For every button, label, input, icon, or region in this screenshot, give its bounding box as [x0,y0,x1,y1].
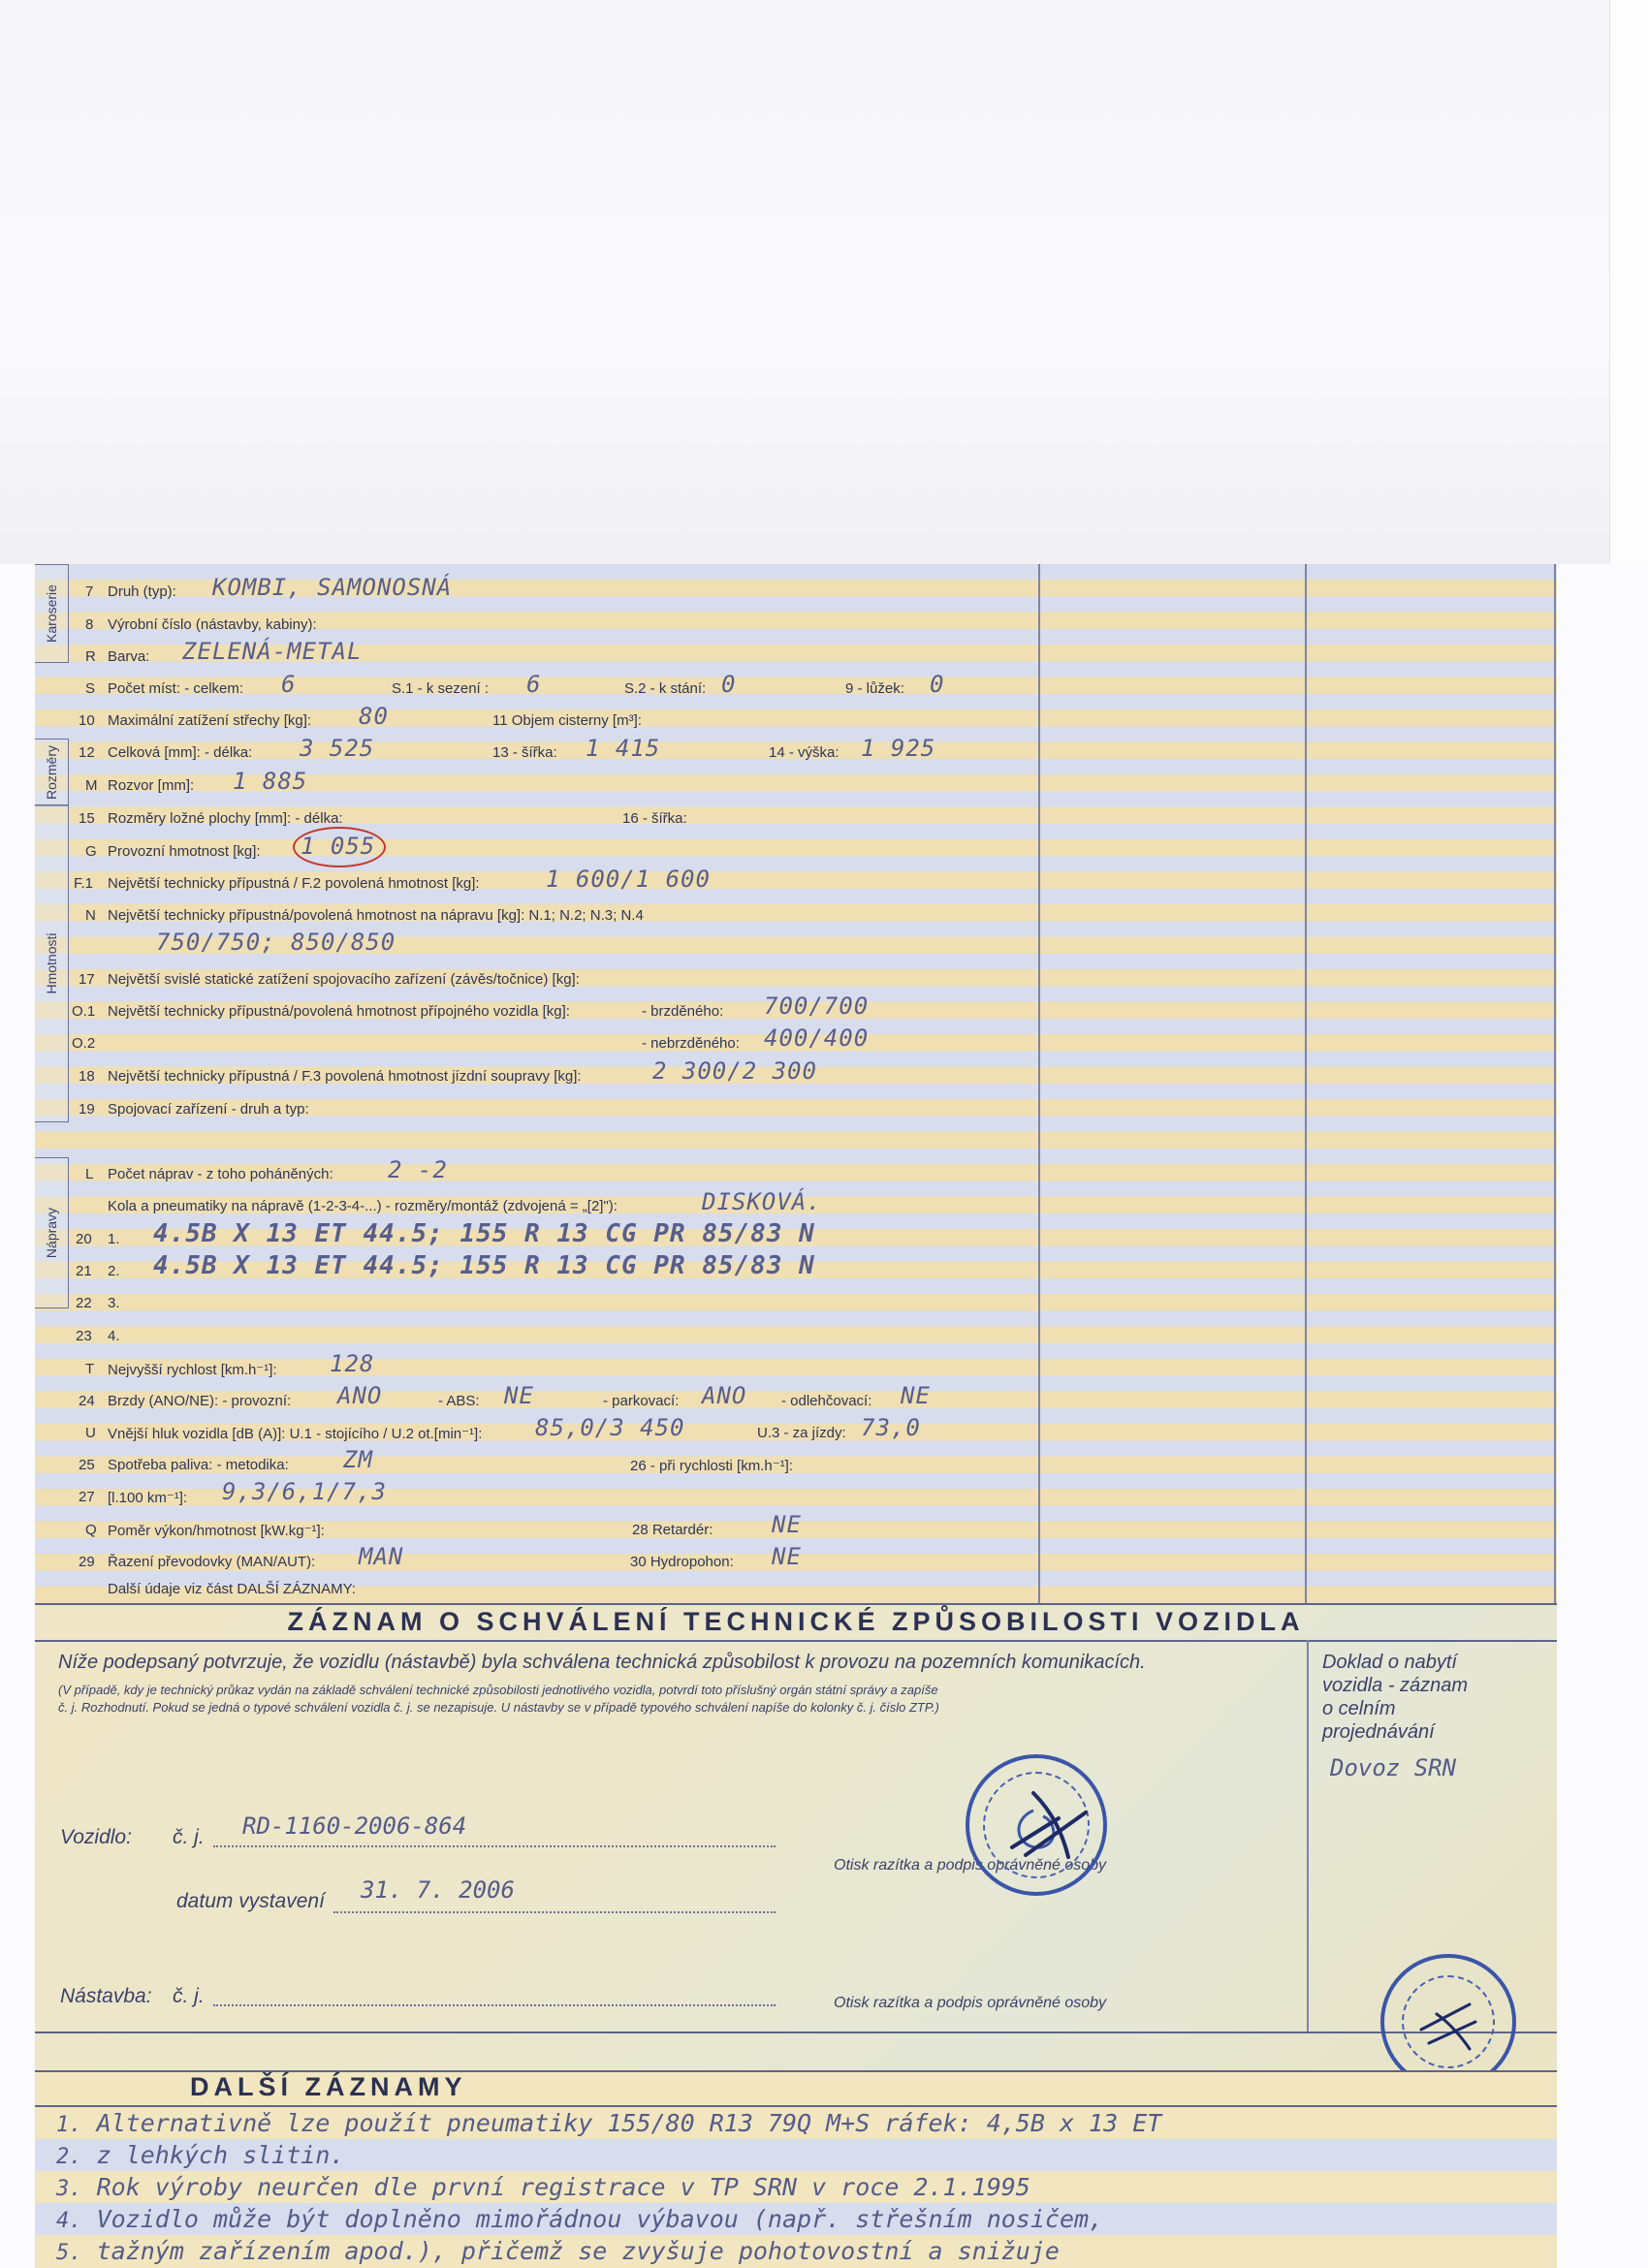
field-number: 21 [76,1263,92,1279]
cj-dotted-line [213,1845,776,1847]
field-value-combination-weight: 2 300/2 300 [652,1057,817,1085]
field-number: 8 [85,616,94,633]
field-number: R [85,648,96,665]
field-number: O.1 [72,1003,96,1020]
further-records-title: DALŠÍ ZÁZNAMY [190,2072,467,2101]
field-label-max-weight: Největší technicky přípustná / F.2 povolená hmotnost [kg]: [108,875,480,892]
body-cj-label: č. j. [173,1985,205,2007]
field-value-fuel-consumption: 9,3/6,1/7,3 [222,1478,387,1505]
field-label-cargo-dimensions: Rozměry ložné plochy [mm]: - délka: [108,810,343,827]
field-label-fuel-speed: 26 - při rychlosti [km.h⁻¹]: [630,1458,793,1474]
field-label-height: 14 - výška: [769,744,840,761]
cj-value: RD-1160-2006-864 [242,1812,467,1840]
field-label-operating-weight: Provozní hmotnost [kg]: [108,843,261,860]
field-value-axle-1-tyres: 4.5B X 13 ET 44.5; 155 R 13 CG PR 85/83 N [153,1219,815,1248]
axle-number: 4. [108,1328,120,1344]
issue-date-label: datum vystavení [176,1890,325,1912]
field-label-axles: Počet náprav - z toho poháněných: [108,1166,333,1182]
field-label-tank-volume: 11 Objem cisterny [m³]: [492,712,642,729]
field-value-length: 3 525 [300,735,375,762]
side-label-hmotnosti: Hmotnosti [44,932,59,994]
field-number: T [85,1361,95,1377]
field-number: 17 [79,971,95,988]
vehicle-label: Vozidlo: [60,1826,132,1848]
field-label-body-serial: Výrobní číslo (nástavby, kabiny): [108,616,317,633]
record-row [35,2139,1557,2171]
field-label-gearbox: Řazení převodovky (MAN/AUT): [108,1554,316,1570]
field-value-axle-weight: 750/750; 850/850 [156,929,396,956]
record-line: 5. tažným zařízením apod.), přičemž se zvyšuje pohotovostní a snižuje [56,2237,1060,2265]
field-label-fuel-consumption: [l.100 km⁻¹]: [108,1490,188,1506]
field-label-beds: 9 - lůžek: [845,680,904,697]
page-edge [1609,0,1648,564]
field-value-roof-load: 80 [359,703,389,730]
highlight-circle [293,827,386,867]
field-number: 22 [76,1295,92,1311]
field-value-color: ZELENÁ-METAL [182,638,363,665]
field-label-cargo-width: 16 - šířka: [622,810,687,827]
field-label-retarder: 28 Retardér: [632,1522,713,1538]
field-label-wheelbase: Rozvor [mm]: [108,777,195,794]
approval-title: ZÁZNAM O SCHVÁLENÍ TECHNICKÉ ZPŮSOBILOSTI VOZIDLA [287,1607,1305,1636]
field-label-width: 13 - šířka: [492,744,557,761]
field-label-fuel-method: Spotřeba paliva: - metodika: [108,1457,289,1473]
field-number: F.1 [74,875,94,892]
field-label-color: Barva: [108,648,150,665]
vehicle-registration-document [35,564,1557,2268]
field-number: 20 [76,1231,92,1247]
field-value-fuel-method: ZM [343,1446,373,1473]
field-value-abs: NE [504,1382,534,1409]
field-value-retarder: NE [772,1511,802,1538]
further-records-section [35,2070,1557,2268]
field-number: 15 [79,810,95,827]
field-number: 10 [79,712,95,729]
field-label-length: Celková [mm]: - délka: [108,744,253,761]
group-rozmery [35,739,69,806]
body-stamp-caption: Otisk razítka a podpis oprávněné osoby [834,1995,1107,2011]
field-value-wheels: DISKOVÁ. [702,1188,822,1215]
field-label-parking-brake: - parkovací: [603,1393,680,1409]
field-value-beds: 0 [930,671,945,698]
field-label-more-info: Další údaje viz část DALŠÍ ZÁZNAMY: [108,1581,356,1597]
field-number: L [85,1166,94,1182]
column-divider-1 [1038,564,1040,1603]
approval-section [35,1603,1557,2070]
field-label-hydro: 30 Hydropohon: [630,1554,734,1570]
field-number: 19 [79,1101,95,1118]
field-number: U [85,1425,96,1441]
record-row [35,2107,1557,2139]
field-value-height: 1 925 [861,735,936,762]
field-value-width: 1 415 [586,735,661,762]
field-label-seats-sitting: S.1 - k sezení : [392,680,490,697]
field-value-seats-standing: 0 [721,671,737,698]
field-label-noise-driving: U.3 - za jízdy: [757,1425,846,1441]
customs-label-4: projednávání [1322,1721,1435,1743]
field-label-noise: Vnější hluk vozidla [dB (A)]: U.1 - stojícího / U.2 ot.[min⁻¹]: [108,1426,483,1442]
group-karoserie [35,564,69,663]
field-value-retarder-brake: NE [901,1382,931,1409]
field-number: 24 [79,1393,95,1409]
stamp-caption: Otisk razítka a podpis oprávněné osoby [834,1857,1107,1874]
customs-label-1: Doklad o nabytí [1322,1652,1457,1673]
axle-number: 1. [108,1231,120,1247]
field-value-brakes-service: ANO [337,1382,383,1409]
group-hmotnosti [35,804,69,1122]
axle-number: 2. [108,1263,120,1279]
record-line: 3. Rok výroby neurčen dle první registrace v TP SRN v roce 2.1.1995 [56,2173,1030,2201]
field-label-trailer-unbraked: - nebrzděného: [642,1035,740,1052]
field-label-brakes: Brzdy (ANO/NE): - provozní: [108,1393,292,1409]
field-number: N [85,907,96,924]
field-value-type: KOMBI, SAMONOSNÁ [212,574,453,601]
record-line: 2. z lehkých slitin. [56,2141,345,2169]
field-label-type: Druh (typ): [108,583,176,600]
field-label-coupling-load: Největší svislé statické zatížení spojovacího zařízení (závěs/točnice) [kg]: [108,971,580,988]
body-label: Nástavba: [60,1985,152,2007]
field-label-roof-load: Maximální zatížení střechy [kg]: [108,712,312,729]
blank-page-top [0,0,1609,564]
field-value-trailer-unbraked: 400/400 [764,1024,870,1052]
field-label-seats: Počet míst: - celkem: [108,680,244,697]
body-cj-dotted-line [213,2004,776,2006]
field-number: M [85,777,98,794]
group-napravy [35,1157,69,1308]
field-number: Q [85,1522,97,1538]
field-number: 23 [76,1328,92,1344]
field-value-noise: 85,0/3 450 [535,1414,685,1441]
axle-number: 3. [108,1295,120,1311]
field-number: 18 [79,1068,95,1085]
municipal-stamp-icon [1380,1954,1516,2090]
field-number: 27 [79,1489,95,1505]
field-number: 7 [85,583,94,600]
field-value-max-speed: 128 [330,1350,375,1377]
field-number: 29 [79,1554,95,1570]
field-label-seats-standing: S.2 - k stání: [624,680,707,697]
official-stamp-icon [966,1754,1107,1896]
side-label-rozmery: Rozměry [44,744,59,801]
field-value-parking-brake: ANO [702,1382,747,1409]
column-divider-2 [1305,564,1307,1603]
field-label-combination-weight: Největší technicky přípustná / F.3 povolená hmotnost jízdní soupravy [kg]: [108,1068,582,1085]
field-value-seats: 6 [281,671,297,698]
field-number: O.2 [72,1035,96,1052]
field-label-power-weight: Poměr výkon/hmotnost [kW.kg⁻¹]: [108,1523,325,1539]
field-label-wheels: Kola a pneumatiky na nápravě (1-2-3-4-...) - rozměry/montáž (zdvojená = „[2]"): [108,1198,618,1214]
field-number: S [85,680,96,697]
field-value-gearbox: MAN [359,1543,404,1570]
field-value-operating-weight: 1 055 [301,833,376,860]
field-value-hydro: NE [772,1543,802,1570]
field-value-trailer-braked: 700/700 [764,992,870,1020]
record-row [35,2171,1557,2203]
side-label-karoserie: Karoserie [44,584,59,643]
field-value-axles: 2 -2 [388,1156,448,1183]
field-value-seats-sitting: 6 [526,671,542,698]
field-value-noise-driving: 73,0 [861,1414,921,1441]
field-value-max-weight: 1 600/1 600 [546,866,711,893]
field-label-axle-weight: Největší technicky přípustná/povolená hmotnost na nápravu [kg]: N.1; N.2; N.3; N.4 [108,907,644,924]
record-row [35,2203,1557,2235]
divider [35,1640,1557,1642]
customs-label-3: o celním [1322,1698,1396,1719]
field-number: G [85,843,97,860]
customs-value: Dovoz SRN [1330,1754,1457,1781]
field-label-max-speed: Nejvyšší rychlost [km.h⁻¹]: [108,1362,277,1378]
record-row [35,2235,1557,2267]
approval-note-1: (V případě, kdy je technický průkaz vydán na základě schválení technické způsobilosti jednotlivého vozidla, potvrdí toto příslušný orgán státní správy a zapíše [58,1683,938,1697]
field-number: 12 [79,744,95,761]
record-line: 1. Alternativně lze použít pneumatiky 155/80 R13 79Q M+S ráfek: 4,5B x 13 ET [56,2109,1162,2137]
field-label-retarder-brake: - odlehčovací: [781,1393,872,1409]
field-label-coupling-type: Spojovací zařízení - druh a typ: [108,1101,309,1118]
divider [35,1603,1557,1605]
cj-label: č. j. [173,1826,205,1848]
field-label-trailer-weight: Největší technicky přípustná/povolená hmotnost přípojného vozidla [kg]: [108,1003,570,1020]
field-value-wheelbase: 1 885 [233,768,308,795]
field-label-trailer-braked: - brzděného: [642,1003,724,1020]
approval-note-2: č. j. Rozhodnutí. Pokud se jedná o typové schválení vozidla č. j. se nezapisuje. U nástavby se v případě typového schválení napíše do kolonky č. j. číslo ZTP.) [58,1700,939,1715]
divider [35,2032,1557,2033]
side-label-napravy: Nápravy [44,1207,59,1259]
customs-divider [1307,1640,1309,2032]
date-dotted-line [333,1911,776,1913]
field-label-abs: - ABS: [438,1393,480,1409]
customs-label-2: vozidla - záznam [1322,1675,1469,1696]
issue-date-value: 31. 7. 2006 [361,1876,515,1904]
field-number: 25 [79,1457,95,1473]
record-line: 4. Vozidlo může být doplněno mimořádnou výbavou (např. střešním nosičem, [56,2205,1104,2233]
approval-intro: Níže podepsaný potvrzuje, že vozidlu (nástavbě) byla schválena technická způsobilost k provozu na pozemních komunikacích. [58,1652,1146,1673]
field-value-axle-2-tyres: 4.5B X 13 ET 44.5; 155 R 13 CG PR 85/83 N [153,1251,815,1280]
